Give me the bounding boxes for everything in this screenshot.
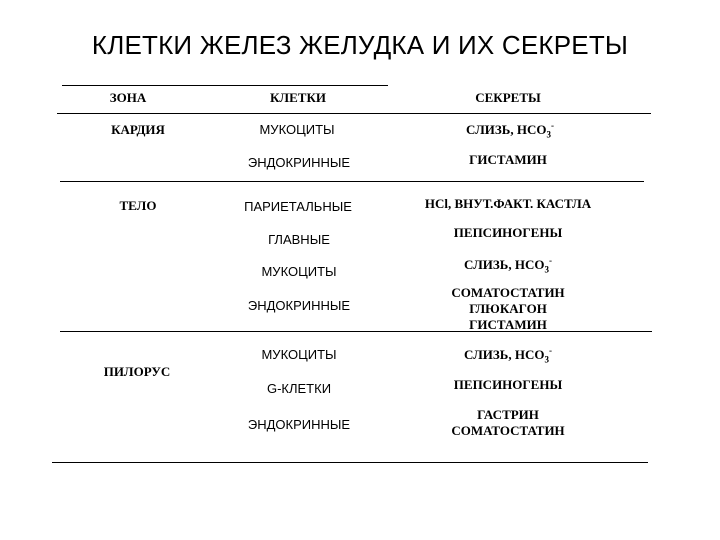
rule-table-bottom	[52, 462, 648, 463]
secretion-cardia-mucus: СЛИЗЬ, $НСО_3^-$	[466, 120, 554, 140]
secretion-cardia-histamine: ГИСТАМИН	[469, 152, 547, 167]
zone-body: ТЕЛО	[119, 198, 157, 213]
header-cells: КЛЕТКИ	[270, 90, 326, 105]
secretion-pylorus-mucus: СЛИЗЬ, $НСО_3^-$	[464, 345, 552, 365]
secretion-line: СОМАТОСТАТИН	[451, 423, 565, 438]
cell-cardia-endocrine: ЭНДОКРИННЫЕ	[247, 155, 351, 170]
cell-body-endocrine: ЭНДОКРИННЫЕ	[247, 298, 351, 313]
secretion-body-hcl: HCl, ВНУТ.ФАКТ. КАСТЛА	[424, 196, 592, 211]
secretion-body-endocrine	[451, 285, 564, 333]
zone-cardia: КАРДИЯ	[111, 122, 165, 137]
header-zone: ЗОНА	[109, 90, 147, 105]
secretion-line: ГЛЮКАГОН	[469, 301, 547, 316]
secretion-body-pepsinogens: ПЕПСИНОГЕНЫ	[453, 225, 563, 240]
secretion-line: ГИСТАМИН	[469, 317, 547, 332]
rule-header-top	[62, 85, 388, 86]
page-title: КЛЕТКИ ЖЕЛЕЗ ЖЕЛУДКА И ИХ СЕКРЕТЫ	[91, 30, 629, 60]
cell-pylorus-mucocytes: МУКОЦИТЫ	[261, 347, 337, 362]
zone-pylorus: ПИЛОРУС	[103, 364, 171, 379]
cell-body-chief: ГЛАВНЫЕ	[268, 232, 330, 247]
secretion-body-mucus: СЛИЗЬ, $НСО_3^-$	[464, 255, 552, 275]
secretion-pylorus-endocrine	[451, 407, 564, 439]
cell-body-mucocytes: МУКОЦИТЫ	[261, 264, 337, 279]
cell-pylorus-g-cells: G-КЛЕТКИ	[266, 381, 332, 396]
header-secretions: СЕКРЕТЫ	[475, 90, 541, 105]
secretion-pylorus-pepsinogens: ПЕПСИНОГЕНЫ	[453, 377, 563, 392]
rule-header-bottom	[57, 113, 651, 114]
rule-cardia-bottom	[60, 181, 644, 182]
secretion-line: СОМАТОСТАТИН	[451, 285, 565, 300]
cell-body-parietal: ПАРИЕТАЛЬНЫЕ	[244, 199, 352, 214]
secretion-line: ГАСТРИН	[477, 407, 539, 422]
cell-pylorus-endocrine: ЭНДОКРИННЫЕ	[247, 417, 351, 432]
cell-cardia-mucocytes: МУКОЦИТЫ	[259, 122, 335, 137]
